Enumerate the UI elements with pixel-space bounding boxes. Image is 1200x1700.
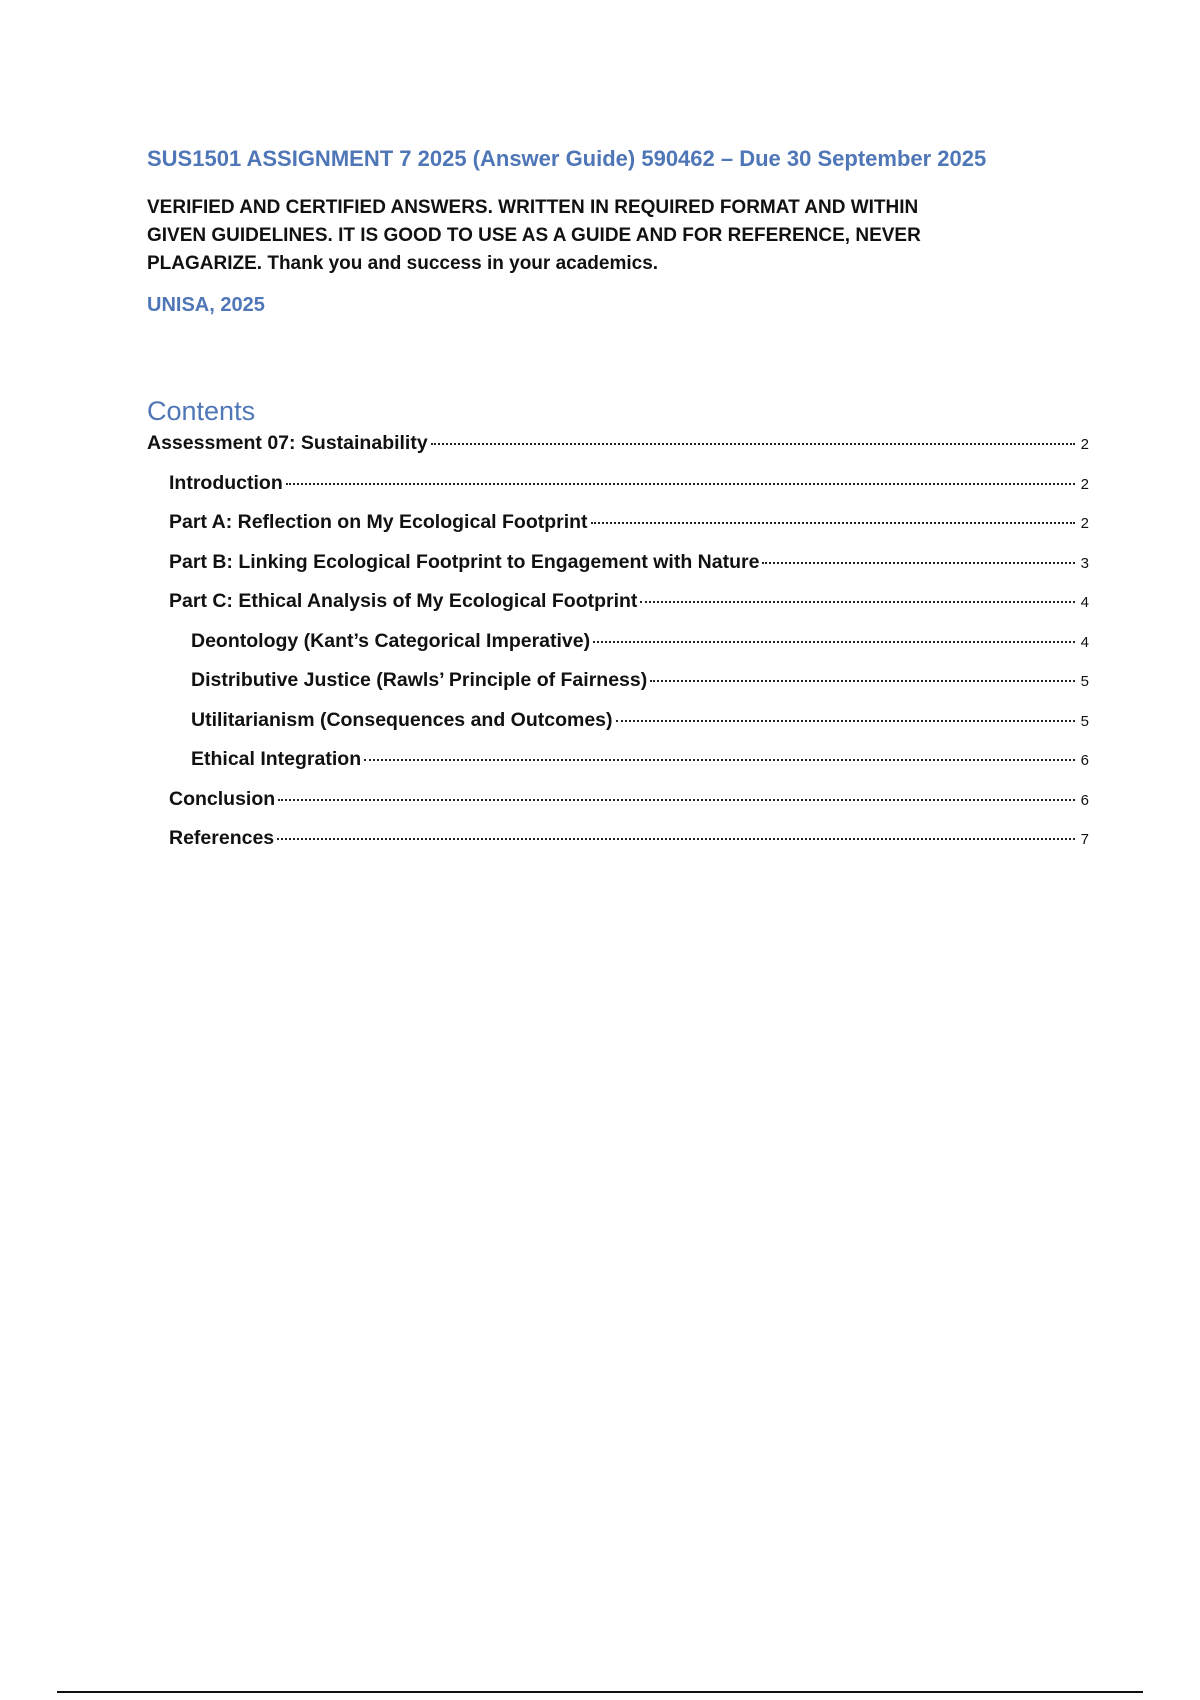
toc-dot-leader (616, 720, 1075, 722)
toc-page-number: 6 (1080, 791, 1089, 809)
toc-entry-label: Conclusion (169, 787, 276, 810)
toc-entry-label: Assessment 07: Sustainability (147, 432, 428, 454)
toc-dot-leader (364, 759, 1075, 761)
toc-entry-label: Part C: Ethical Analysis of My Ecological Footprint (169, 590, 638, 612)
table-of-contents (147, 432, 1089, 867)
toc-entry-part-a[interactable] (147, 511, 1089, 551)
toc-dot-leader (431, 443, 1075, 445)
toc-entry-deontology[interactable] (147, 630, 1089, 670)
toc-dot-leader (650, 680, 1075, 682)
notice-text (147, 194, 1067, 278)
toc-entry-distributive-justice[interactable] (147, 669, 1089, 709)
toc-dot-leader (640, 601, 1075, 603)
toc-page-number: 6 (1080, 752, 1089, 769)
toc-entry-introduction[interactable] (147, 472, 1089, 512)
toc-page-number: 3 (1080, 554, 1089, 572)
toc-page-number: 5 (1080, 673, 1089, 690)
toc-page-number: 2 (1080, 475, 1089, 493)
toc-entry-label: References (169, 827, 275, 849)
toc-dot-leader (278, 799, 1075, 801)
toc-dot-leader (591, 522, 1075, 524)
toc-page-number: 2 (1080, 515, 1089, 532)
toc-entry-references[interactable] (147, 827, 1089, 867)
toc-page-number: 4 (1080, 594, 1089, 611)
toc-entry-label: Utilitarianism (Consequences and Outcomes) (191, 708, 613, 731)
toc-dot-leader (277, 838, 1075, 840)
toc-dot-leader (593, 641, 1075, 643)
toc-entry-label: Introduction (169, 471, 283, 494)
notice-line: GIVEN GUIDELINES. IT IS GOOD TO USE AS A GUIDE AND FOR REFERENCE, NEVER (147, 225, 921, 246)
toc-entry-label: Part B: Linking Ecological Footprint to Engagement with Nature (169, 550, 760, 573)
toc-entry-label: Distributive Justice (Rawls’ Principle of Fairness) (191, 669, 648, 691)
footer-rule (57, 1691, 1143, 1693)
toc-page-number: 2 (1080, 436, 1089, 453)
toc-entry-utilitarianism[interactable] (147, 709, 1089, 749)
toc-page-number: 5 (1080, 712, 1089, 730)
notice-line: PLAGARIZE. Thank you and success in your academics. (147, 253, 659, 274)
toc-entry-assessment-07[interactable] (147, 432, 1089, 472)
document-title: SUS1501 ASSIGNMENT 7 2025 (Answer Guide) 590462 – Due 30 September 2025 (147, 146, 987, 171)
toc-entry-label: Ethical Integration (191, 748, 362, 770)
toc-entry-part-b[interactable] (147, 551, 1089, 591)
organization-line: UNISA, 2025 (147, 294, 265, 316)
toc-entry-part-c[interactable] (147, 590, 1089, 630)
toc-entry-label: Part A: Reflection on My Ecological Footprint (169, 511, 588, 533)
toc-entry-ethical-integration[interactable] (147, 748, 1089, 788)
toc-page-number: 4 (1080, 633, 1089, 651)
toc-entry-label: Deontology (Kant’s Categorical Imperative) (191, 629, 591, 652)
toc-dot-leader (762, 562, 1075, 564)
contents-heading: Contents (147, 396, 256, 426)
toc-entry-conclusion[interactable] (147, 788, 1089, 828)
notice-line: VERIFIED AND CERTIFIED ANSWERS. WRITTEN IN REQUIRED FORMAT AND WITHIN (147, 197, 919, 218)
toc-page-number: 7 (1080, 831, 1089, 848)
toc-dot-leader (286, 483, 1075, 485)
